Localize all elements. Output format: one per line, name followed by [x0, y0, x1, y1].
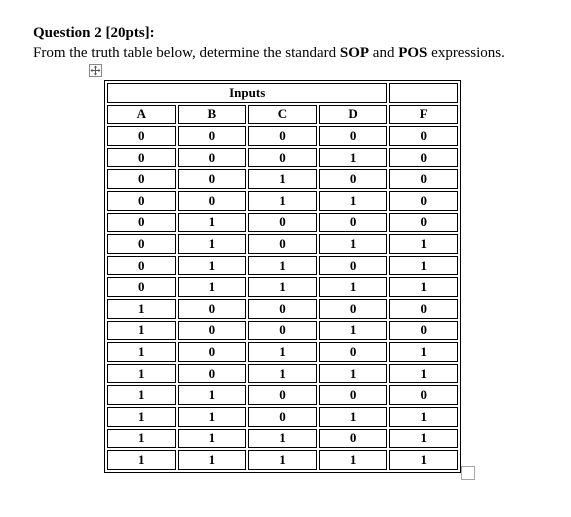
cell-f: 1 [389, 234, 458, 254]
table-row [107, 277, 458, 297]
table-row [107, 148, 458, 168]
cell-a: 0 [107, 213, 176, 233]
cell-d: 0 [319, 256, 388, 276]
cell-b: 1 [178, 407, 247, 427]
cell-d: 0 [319, 385, 388, 405]
cell-c: 1 [248, 277, 317, 297]
cell-b: 1 [178, 429, 247, 449]
cell-b: 1 [178, 256, 247, 276]
table-row [107, 191, 458, 211]
cell-a: 0 [107, 256, 176, 276]
cell-a: 0 [107, 148, 176, 168]
column-header-f: F [389, 105, 458, 125]
cell-f: 1 [389, 277, 458, 297]
output-group-header-blank [389, 83, 458, 103]
cell-b: 0 [178, 342, 247, 362]
table-row [107, 256, 458, 276]
cell-d: 0 [319, 126, 388, 146]
column-header-b: B [178, 105, 247, 125]
cell-d: 1 [319, 450, 388, 470]
cell-f: 0 [389, 321, 458, 341]
cell-c: 0 [248, 407, 317, 427]
table-row [107, 234, 458, 254]
cell-d: 0 [319, 169, 388, 189]
table-row [107, 126, 458, 146]
table-row [107, 429, 458, 449]
column-header-row [107, 105, 458, 125]
cell-c: 0 [248, 234, 317, 254]
cell-b: 0 [178, 169, 247, 189]
cell-b: 1 [178, 450, 247, 470]
table-row [107, 450, 458, 470]
cell-c: 1 [248, 364, 317, 384]
cell-f: 0 [389, 213, 458, 233]
cell-f: 0 [389, 148, 458, 168]
cell-d: 1 [319, 364, 388, 384]
question-title: Question 2 [20pts]: [33, 25, 155, 41]
cell-d: 0 [319, 342, 388, 362]
cell-f: 1 [389, 256, 458, 276]
table-row [107, 385, 458, 405]
cell-d: 1 [319, 234, 388, 254]
cell-d: 0 [319, 429, 388, 449]
cell-a: 0 [107, 234, 176, 254]
cell-c: 0 [248, 213, 317, 233]
cell-b: 0 [178, 126, 247, 146]
table-row [107, 342, 458, 362]
cell-d: 0 [319, 299, 388, 319]
cell-c: 1 [248, 169, 317, 189]
truth-table [104, 80, 461, 473]
cell-a: 1 [107, 342, 176, 362]
question-instructions [33, 44, 505, 62]
move-arrows-icon [90, 65, 101, 76]
column-header-d: D [319, 105, 388, 125]
instruction-prefix: From the truth table below, determine the standard [33, 45, 340, 61]
sop-term: SOP [339, 45, 370, 61]
cell-b: 1 [178, 234, 247, 254]
cell-f: 1 [389, 429, 458, 449]
cell-c: 1 [248, 342, 317, 362]
group-header-row [107, 83, 458, 103]
cell-b: 0 [178, 299, 247, 319]
cell-c: 0 [248, 148, 317, 168]
column-header-a: A [107, 105, 176, 125]
instruction-suffix: expressions. [427, 45, 505, 61]
cell-b: 1 [178, 213, 247, 233]
inputs-group-header: Inputs [107, 83, 387, 103]
table-row [107, 169, 458, 189]
pos-term: POS [398, 45, 428, 61]
cell-f: 1 [389, 364, 458, 384]
cell-f: 1 [389, 342, 458, 362]
cell-c: 0 [248, 321, 317, 341]
table-row [107, 364, 458, 384]
cell-c: 1 [248, 256, 317, 276]
cell-a: 0 [107, 126, 176, 146]
table-move-handle-icon[interactable] [89, 64, 102, 77]
cell-b: 0 [178, 148, 247, 168]
instruction-middle: and [369, 45, 399, 61]
cell-f: 1 [389, 450, 458, 470]
table-row [107, 299, 458, 319]
cell-f: 0 [389, 299, 458, 319]
cell-b: 0 [178, 321, 247, 341]
cell-a: 1 [107, 450, 176, 470]
cell-b: 1 [178, 277, 247, 297]
cell-d: 1 [319, 191, 388, 211]
cell-d: 1 [319, 407, 388, 427]
cell-f: 0 [389, 126, 458, 146]
cell-c: 1 [248, 191, 317, 211]
cell-c: 0 [248, 385, 317, 405]
cell-d: 0 [319, 213, 388, 233]
cell-b: 0 [178, 191, 247, 211]
column-header-c: C [248, 105, 317, 125]
table-row [107, 321, 458, 341]
cell-b: 1 [178, 385, 247, 405]
cell-c: 0 [248, 299, 317, 319]
cell-a: 1 [107, 364, 176, 384]
cell-a: 1 [107, 407, 176, 427]
cell-a: 0 [107, 277, 176, 297]
cell-a: 0 [107, 191, 176, 211]
cell-f: 1 [389, 407, 458, 427]
cell-d: 1 [319, 148, 388, 168]
cell-a: 1 [107, 385, 176, 405]
table-row [107, 213, 458, 233]
cell-c: 1 [248, 450, 317, 470]
cell-a: 1 [107, 299, 176, 319]
cell-f: 0 [389, 169, 458, 189]
cell-c: 0 [248, 126, 317, 146]
cell-b: 0 [178, 364, 247, 384]
cell-d: 1 [319, 321, 388, 341]
truth-table-body [107, 126, 458, 470]
table-resize-handle-icon[interactable] [461, 466, 475, 480]
cell-a: 0 [107, 169, 176, 189]
cell-d: 1 [319, 277, 388, 297]
cell-f: 0 [389, 191, 458, 211]
cell-f: 0 [389, 385, 458, 405]
cell-c: 1 [248, 429, 317, 449]
cell-a: 1 [107, 429, 176, 449]
table-row [107, 407, 458, 427]
cell-a: 1 [107, 321, 176, 341]
